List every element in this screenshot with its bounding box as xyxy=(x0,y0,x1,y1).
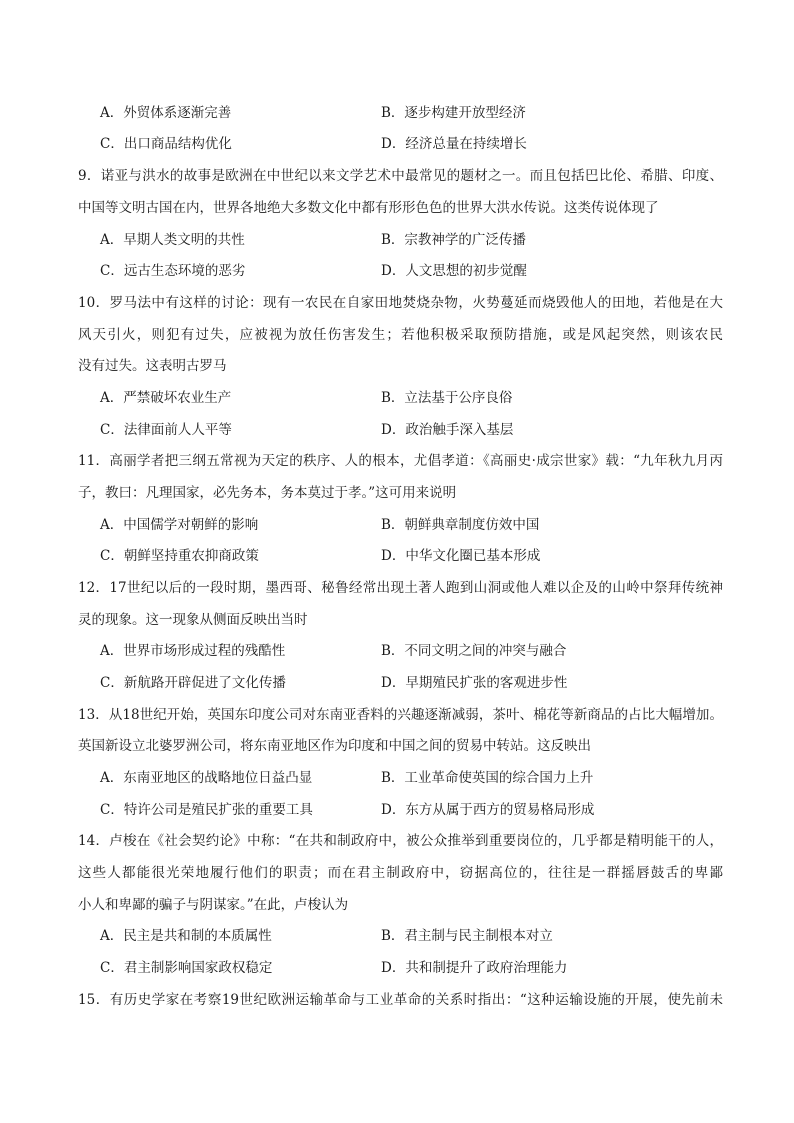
q13-stem-line-2: 英国新设立北婆罗洲公司，将东南亚地区作为印度和中国之间的贸易中转站。这反映出 xyxy=(78,738,591,754)
q8-option-a[interactable]: A．外贸体系逐渐完善 xyxy=(100,105,232,121)
q10-option-c[interactable]: C．法律面前人人平等 xyxy=(100,422,232,438)
q9-stem-line-1: 9．诺亚与洪水的故事是欧洲在中世纪以来文学艺术中最常见的题材之一。而且包括巴比伦、希腊、印度、 xyxy=(78,168,723,184)
q14-option-d[interactable]: D．共和制提升了政府治理能力 xyxy=(381,960,568,976)
q12-stem-line-1: 12．17世纪以后的一段时期，墨西哥、秘鲁经常出现土著人跑到山洞或他人难以企及的山岭中祭拜传统神 xyxy=(78,580,723,596)
q9-option-c[interactable]: C．远古生态环境的恶劣 xyxy=(100,263,246,279)
q12-option-c[interactable]: C．新航路开辟促进了文化传播 xyxy=(100,675,286,691)
q12-stem-line-2: 灵的现象。这一现象从侧面反映出当时 xyxy=(78,612,308,628)
q9-option-a[interactable]: A．早期人类文明的共性 xyxy=(100,232,245,248)
q15-stem-line-1: 15．有历史学家在考察19世纪欧洲运输革命与工业革命的关系时指出：“这种运输设施的开展，使先前未 xyxy=(78,992,723,1008)
q11-option-b[interactable]: B．朝鲜典章制度仿效中国 xyxy=(381,517,540,533)
q8-option-c[interactable]: C．出口商品结构优化 xyxy=(100,136,232,152)
q11-option-a[interactable]: A．中国儒学对朝鲜的影响 xyxy=(100,517,259,533)
q11-option-c[interactable]: C．朝鲜坚持重农抑商政策 xyxy=(100,548,259,564)
q14-stem-line-2: 这些人都能很光荣地履行他们的职责；而在君主制政府中，窃据高位的，往往是一群摇唇鼓舌的卑鄙 xyxy=(78,865,723,881)
q10-option-a[interactable]: A．严禁破坏农业生产 xyxy=(100,390,232,406)
q10-option-d[interactable]: D．政治触手深入基层 xyxy=(381,422,514,438)
q12-option-a[interactable]: A．世界市场形成过程的残酷性 xyxy=(100,643,286,659)
q8-option-d[interactable]: D．经济总量在持续增长 xyxy=(381,136,527,152)
q12-option-b[interactable]: B．不同文明之间的冲突与融合 xyxy=(381,643,567,659)
q10-stem-line-3: 没有过失。这表明古罗马 xyxy=(78,358,227,374)
q10-stem-line-2: 风天引火，则犯有过失，应被视为放任伤害发生；若他积极采取预防措施，或是风起突然，则该农民 xyxy=(78,327,723,343)
q9-stem-line-2: 中国等文明古国在内，世界各地绝大多数文化中都有形形色色的世界大洪水传说。这类传说体现了 xyxy=(78,200,659,216)
q14-stem-line-3: 小人和卑鄙的骗子与阴谋家。”在此，卢梭认为 xyxy=(78,897,349,913)
q13-stem-line-1: 13．从18世纪开始，英国东印度公司对东南亚香料的兴趣逐渐减弱，茶叶、棉花等新商品的占比大幅增加。 xyxy=(78,707,723,723)
q10-stem-line-1: 10．罗马法中有这样的讨论：现有一农民在自家田地焚烧杂物，火势蔓延而烧毁他人的田地，若他是在大 xyxy=(78,295,723,311)
q14-stem-line-1: 14．卢梭在《社会契约论》中称：“在共和制政府中，被公众推举到重要岗位的，几乎都是精明能干的人， xyxy=(78,833,723,849)
q11-stem-line-1: 11．高丽学者把三纲五常视为天定的秩序、人的根本，尤倡孝道：《高丽史·成宗世家》载：“九年秋九月丙 xyxy=(78,453,723,469)
q11-stem-line-2: 子，教曰：凡理国家，必先务本，务本莫过于孝。”这可用来说明 xyxy=(78,485,457,501)
q9-option-b[interactable]: B．宗教神学的广泛传播 xyxy=(381,232,526,248)
q8-option-b[interactable]: B．逐步构建开放型经济 xyxy=(381,105,526,121)
q13-option-b[interactable]: B．工业革命使英国的综合国力上升 xyxy=(381,770,594,786)
q9-option-d[interactable]: D．人文思想的初步觉醒 xyxy=(381,263,527,279)
q14-option-c[interactable]: C．君主制影响国家政权稳定 xyxy=(100,960,273,976)
q11-option-d[interactable]: D．中华文化圈已基本形成 xyxy=(381,548,541,564)
q13-option-d[interactable]: D．东方从属于西方的贸易格局形成 xyxy=(381,802,595,818)
q14-option-b[interactable]: B．君主制与民主制根本对立 xyxy=(381,928,553,944)
q13-option-c[interactable]: C．特许公司是殖民扩张的重要工具 xyxy=(100,802,313,818)
q14-option-a[interactable]: A．民主是共和制的本质属性 xyxy=(100,928,272,944)
q13-option-a[interactable]: A．东南亚地区的战略地位日益凸显 xyxy=(100,770,313,786)
q10-option-b[interactable]: B．立法基于公序良俗 xyxy=(381,390,513,406)
q12-option-d[interactable]: D．早期殖民扩张的客观进步性 xyxy=(381,675,568,691)
